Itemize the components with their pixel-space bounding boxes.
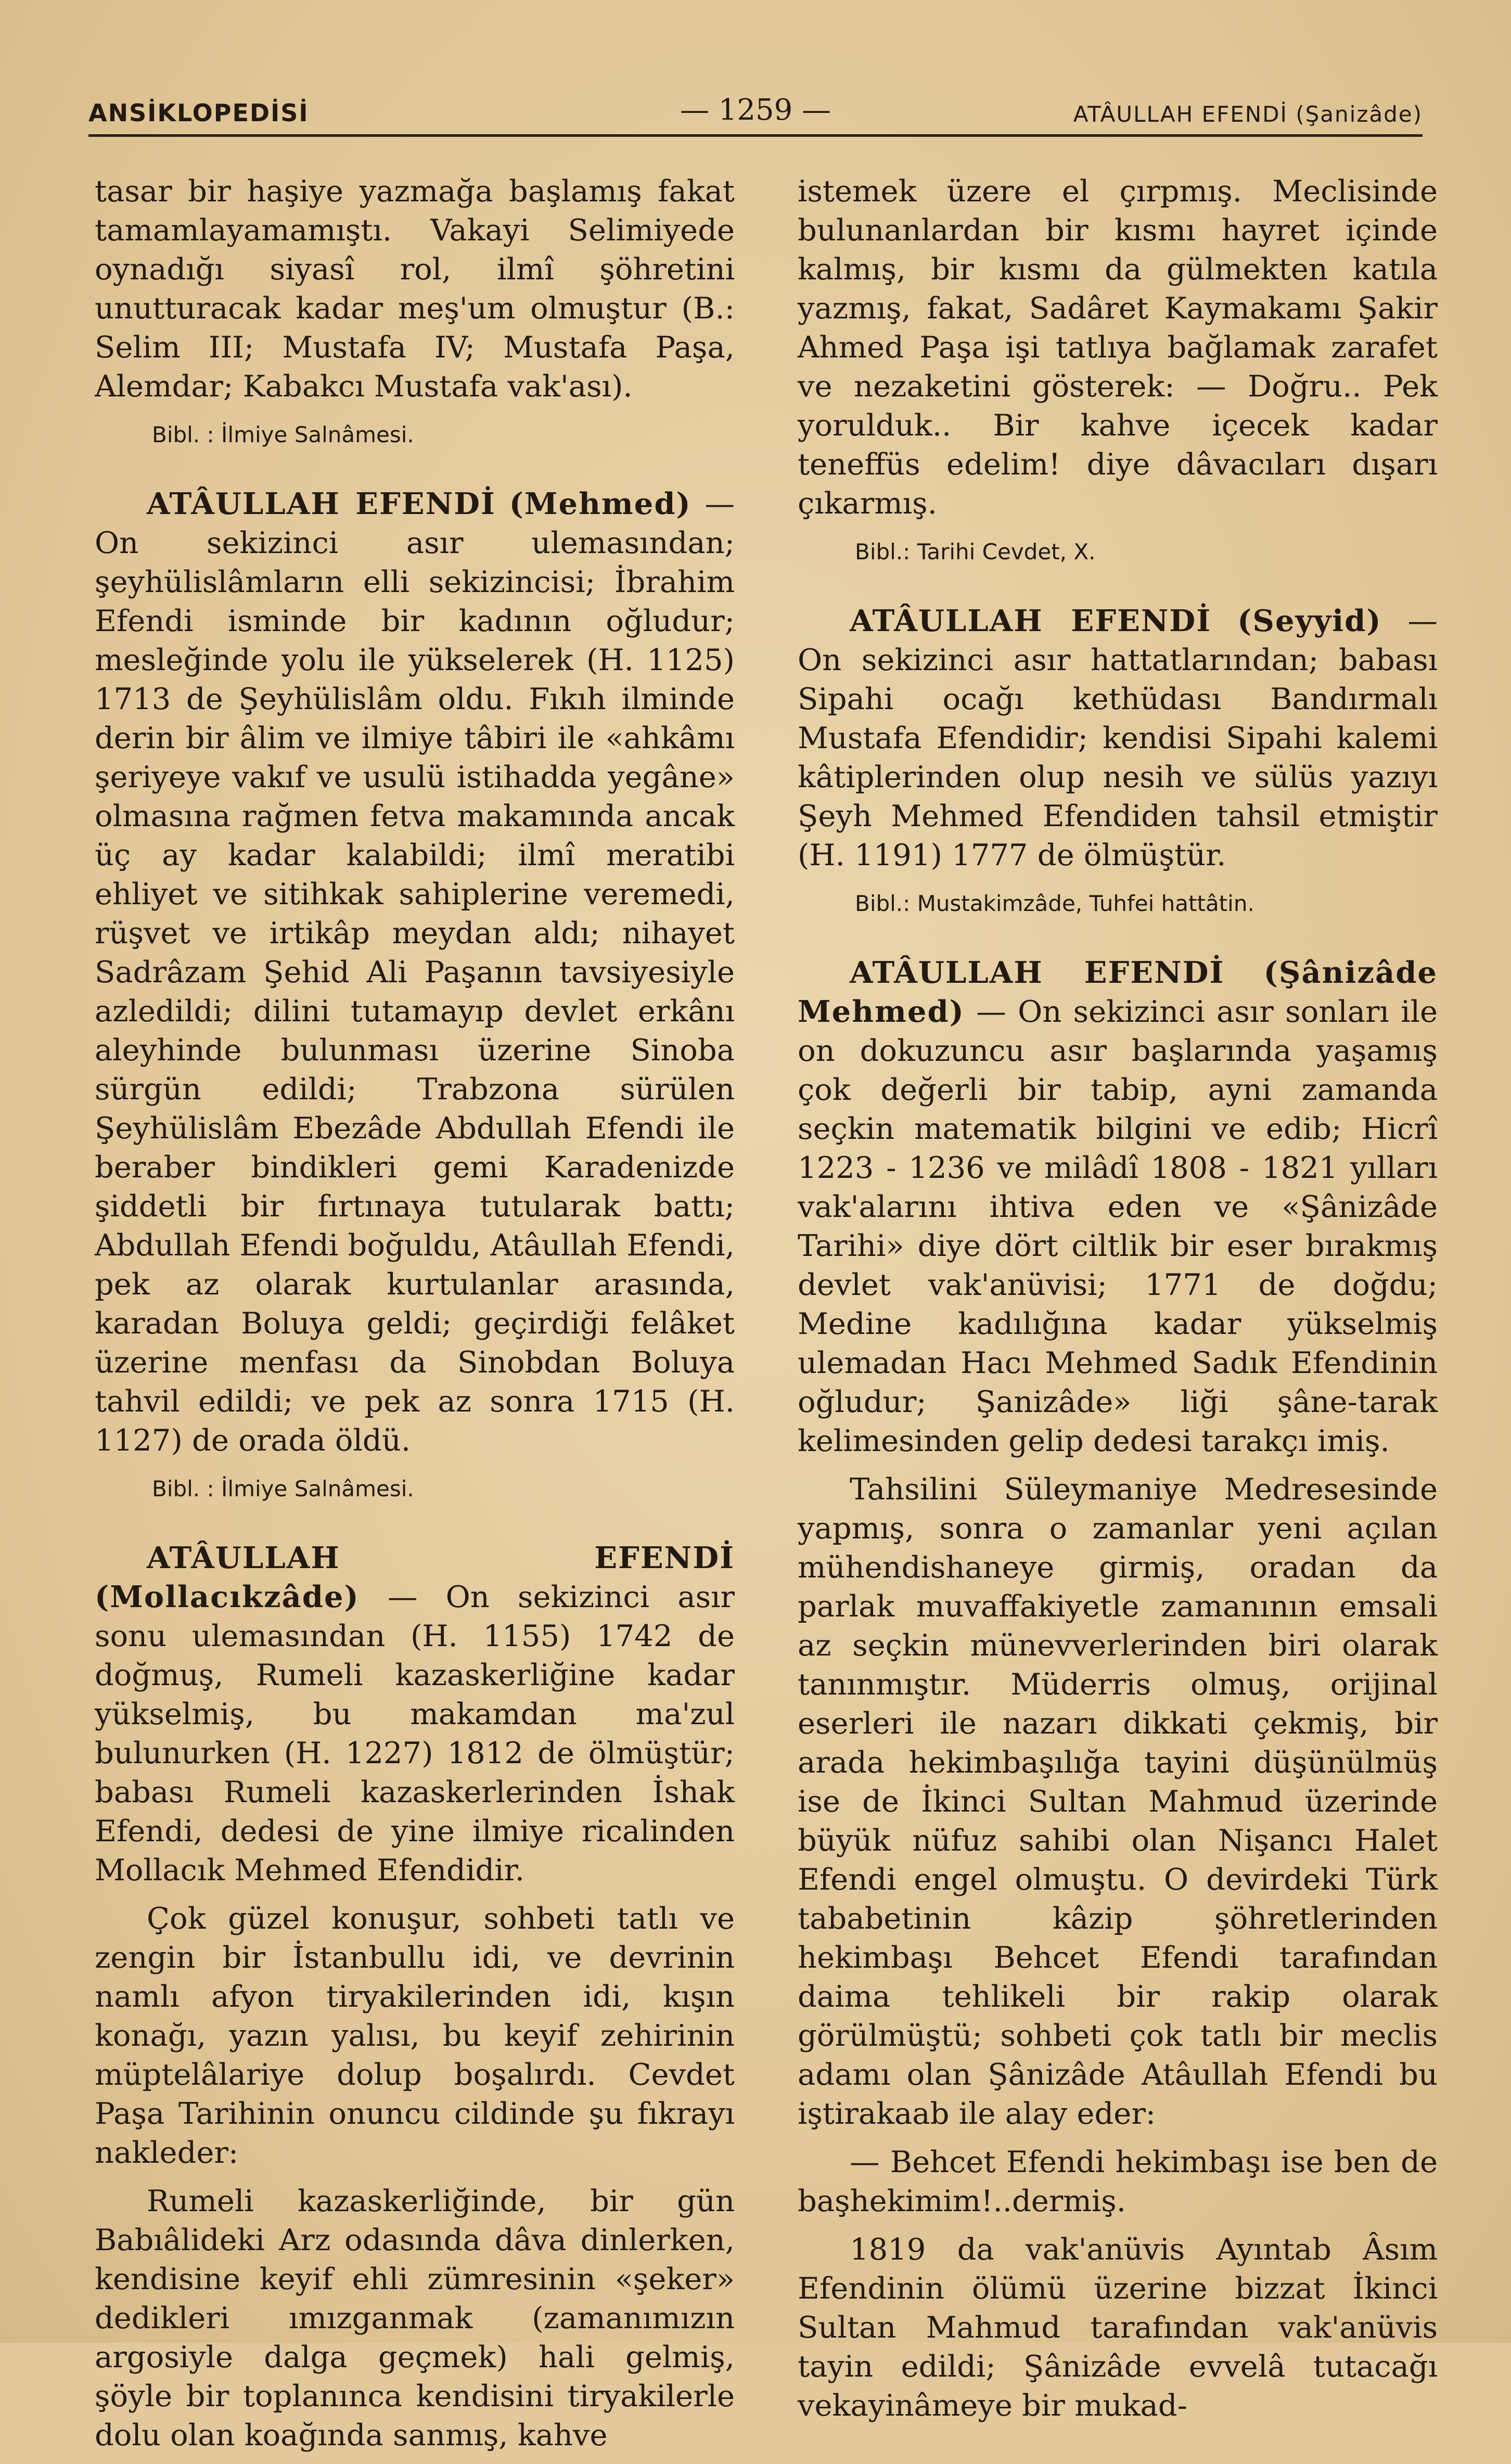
right-column <box>798 172 1438 2434</box>
entry-heading: ATÂULLAH EFENDİ <box>147 1540 735 1575</box>
entry-sanizade <box>798 953 1438 1460</box>
entry-seyyid <box>798 601 1438 875</box>
header-rule <box>88 134 1423 137</box>
header-right: ATÂULLAH EFENDİ (Şanizâde) <box>1073 101 1423 127</box>
bibliography: Bibl.: Mustakimzâde, Tuhfei hattâtin. <box>855 891 1254 916</box>
paragraph: istemek üzere el çırpmış. Meclisinde bulunanlardan bir kısmı hayret içinde kalmış, bir kısmı da gülmekten katıla yazmış, fakat, Sadâret Kaymakamı Şakir Ahmed Paşa işi tatlıya bağlamak zarafet ve nezaketini gösterek: — Doğru.. Pek yorulduk.. Bir kahve içecek kadar teneffüs edelim! diye dâvacıları dışarı çıkarmış. <box>798 174 1438 521</box>
entry-heading: ATÂULLAH EFENDİ <box>850 603 1212 638</box>
entry-text: — On sekizinci asır hattatlarından; babası Sipahi ocağı kethüdası Bandırmalı Mustafa Efendidir; kendisi Sipahi kalemi kâtiplerinden olup nesih ve sülüs yazıyı Şeyh Mehmed Efendiden tahsil etmiştir (H. 1191) 1777 de ölmüştür. <box>798 604 1438 872</box>
entry-heading-paren: (Mollacıkzâde) <box>95 1579 360 1614</box>
header-left: ANSİKLOPEDİSİ <box>88 99 309 127</box>
entry-heading-paren: (Şânizâde Mehmed) <box>798 955 1438 1029</box>
entry-heading-paren: (Seyyid) <box>1237 603 1382 638</box>
bibliography: Bibl.: Tarihi Cevdet, X. <box>855 539 1096 564</box>
paragraph: Rumeli kazaskerliğinde, bir gün Babıâlideki Arz odasında dâva dinlerken, kendisine keyif ehli zümresinin «şeker» dedikleri ımızganmak (zamanımızın argosiyle dalga geçmek) hali gelmiş, şöyle bir toplanınca kendisini tiryakilerle dolu olan koağında sanmış, kahve <box>95 2184 735 2453</box>
paragraph: Çok güzel konuşur, sohbeti tatlı ve zengin bir İstanbullu idi, ve devrinin namlı afyon tiryakilerinden idi, kışın konağı, yazın yalısı, bu keyif zehirinin müptelâlariye dolup boşalırdı. Cevdet Paşa Tarihinin onuncu cildinde şu fıkrayı nakleder: <box>95 1901 735 2170</box>
entry-mehmed <box>95 484 735 1460</box>
bibliography: Bibl. : İlmiye Salnâmesi. <box>152 422 414 447</box>
entry-heading: ATÂULLAH EFENDİ <box>147 486 496 521</box>
entry-heading-paren: (Mehmed) <box>509 486 692 521</box>
left-column <box>95 172 735 2464</box>
entry-mollacikzade <box>95 1538 735 1890</box>
page-number: — 1259 — <box>680 93 831 127</box>
paragraph: — Behcet Efendi hekimbaşı ise ben de başhekimim!..dermiş. <box>798 2145 1438 2218</box>
paragraph: tasar bir haşiye yazmağa başlamış fakat tamamlayamamıştı. Vakayi Selimiyede oynadığı siyasî rol, ilmî şöhretini unutturacak kadar meş'um olmuştur (B.: Selim III; Mustafa IV; Mustafa Paşa, Alemdar; Kabakcı Mustafa vak'ası). <box>95 174 735 404</box>
entry-text: — On sekizinci asır sonları ile on dokuzuncu asır başlarında yaşamış çok değerli bir tabip, ayni zamanda seçkin matematik bilgini ve edib; Hicrî 1223 - 1236 ve milâdî 1808 - 1821 yılları vak'alarını ihtiva eden ve «Şânizâde Tarihi» diye dört ciltlik bir eser bırakmış devlet vak'anüvisi; 1771 de doğdu; Medine kadılığına kadar yükselmiş ulemadan Hacı Mehmed Sadık Efendinin oğludur; Şanizâde» liği şâne-tarak kelimesinden gelip dedesi tarakçı imiş. <box>798 994 1438 1458</box>
bibliography: Bibl. : İlmiye Salnâmesi. <box>152 1476 414 1502</box>
paragraph: 1819 da vak'anüvis Ayıntab Âsım Efendinin ölümü üzerine bizzat İkinci Sultan Mahmud tarafından vak'anüvis tayin edildi; Şânizâde evvelâ tutacağı vekayinâmeye bir mukad- <box>798 2232 1438 2423</box>
entry-text: — On sekizinci asır ulemasından; şeyhülislâmların elli sekizincisi; İbrahim Efendi isminde bir kadının oğludur; mesleğinde yolu ile yükselerek (H. 1125) 1713 de Şeyhülislâm oldu. Fıkıh ilminde derin bir âlim ve ilmiye tâbiri ile «ahkâmı şeriyeye vakıf ve usulü istihadda yegâne» olmasına rağmen fetva makamında ancak üç ay kadar kalabildi; ilmî meratibi ehliyet ve sitihkak sahiplerine veremedi, rüşvet ve irtikâp meydan aldı; nihayet Sadrâzam Şehid Ali Paşanın tavsiyesiyle azledildi; dilini tutamayıp devlet erkânı aleyhinde bulunması üzerine Sinoba sürgün edildi; Trabzona sürülen Şeyhülislâm Ebezâde Abdullah Efendi ile beraber bindikleri gemi Karadenizde şiddetli bir fırtınaya tutularak battı; Abdullah Efendi boğuldu, Atâullah Efendi, pek az olarak kurtulanlar arasında, karadan Boluya geldi; geçirdiği felâket üzerine menfası da Sinobdan Boluya tahvil edildi; ve pek az sonra 1715 (H. 1127) de orada öldü. <box>95 486 735 1458</box>
running-header <box>88 88 1423 130</box>
entry-text: — On sekizinci asır sonu ulemasından (H. 1155) 1742 de doğmuş, Rumeli kazaskerliğine kadar yükselmiş, bu makamdan ma'zul bulunurken (H. 1227) 1812 de ölmüştür; babası Rumeli kazaskerlerinden İshak Efendi, dedesi de yine ilmiye ricalinden Mollacık Mehmed Efendidir. <box>95 1580 735 1888</box>
paragraph: Tahsilini Süleymaniye Medresesinde yapmış, sonra o zamanlar yeni açılan mühendishaneye girmiş, oradan da parlak muvaffakiyetle zamanının emsali az seçkin münevverlerinden biri olarak tanınmıştır. Müderris olmuş, orijinal eserleri ile nazarı dikkati çekmiş, bir arada hekimbaşılığa tayini düşünülmüş ise de İkinci Sultan Mahmud üzerinde büyük nüfuz sahibi olan Nişancı Halet Efendi engel olmuştu. O devirdeki Türk tababetinin kâzip şöhretlerinden hekimbaşı Behcet Efendi tarafından daima tehlikeli bir rakip olarak görülmüştü; sohbeti çok tatlı bir meclis adamı olan Şânizâde Atâullah Efendi bu iştirakaab ile alay eder: <box>798 1472 1438 2131</box>
entry-heading: ATÂULLAH EFENDİ <box>850 955 1225 990</box>
